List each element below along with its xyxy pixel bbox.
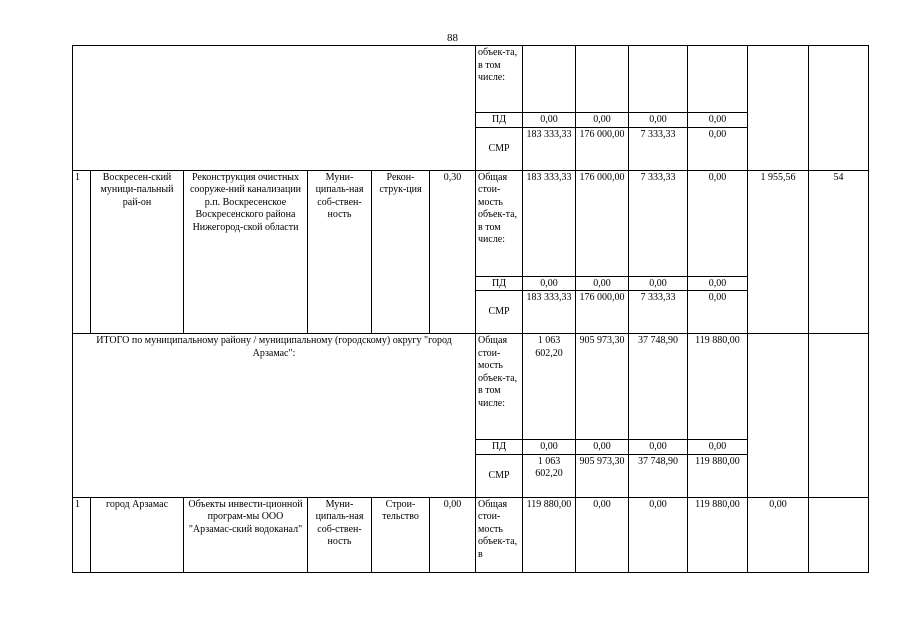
cont-desc-row (73, 46, 869, 113)
object-cell: Реконструкция очистных сооруже-ний канализации р.п. Воскресенское Воскресенского района Нижегород-ской области (184, 170, 308, 334)
arzamas-total-row: 1 город Арзамас Объекты инвести-ционной програм-мы ООО "Арзамас-ский водоканал" Муни-ципаль-ная соб-ствен-ность Строи-тельство 0,00 Общая стои-мость объек-та, в 119 880,00 0,00 0,00 119 880,00 0,00 (73, 497, 869, 572)
itogo-total-row: ИТОГО по муниципальному району / муниципальному (городскому) округу "город Арзамас": Общая стои-мость объек-та, в том числе: 1 063 602,20 905 973,30 37 748,90 119 880,00 (73, 334, 869, 440)
row-number: 1 (73, 497, 91, 572)
ownership-cell: Муни-ципаль-ная соб-ствен-ность (308, 170, 372, 334)
cont-empty-cell (73, 46, 476, 171)
ownership-cell: Муни-ципаль-ная соб-ствен-ность (308, 497, 372, 572)
work-type-cell: Строи-тельство (372, 497, 430, 572)
itogo-pd-row: ПД 0,00 0,00 0,00 0,00 (73, 440, 869, 455)
work-type-cell: Рекон-струк-ция (372, 170, 430, 334)
itogo-smr-row: СМР 1 063 602,20 905 973,30 37 748,90 119 880,00 (73, 454, 869, 497)
itogo-label: ИТОГО по муниципальному району / муниципальному (городскому) округу "город Арзамас": (73, 334, 476, 498)
cont-smr-row: СМР 183 333,33 176 000,00 7 333,33 0,00 (73, 127, 869, 170)
capacity-cell: 0,30 (430, 170, 476, 334)
smr-label: СМР (476, 454, 523, 497)
capacity-cell: 0,00 (430, 497, 476, 572)
district-cell: город Арзамас (91, 497, 184, 572)
pd-label: ПД (476, 440, 523, 455)
investment-table (72, 45, 869, 573)
total-label: Общая стои-мость объек-та, в (476, 497, 523, 572)
cont-desc-cell: объек-та, в том числе: (476, 46, 523, 113)
district-cell: Воскресен-ский муници-пальный рай-он (91, 170, 184, 334)
object-cell: Объекты инвести-ционной програм-мы ООО "Арзамас-ский водоканал" (184, 497, 308, 572)
voskr-pd-row: ПД 0,00 0,00 0,00 0,00 (73, 276, 869, 291)
row-number: 1 (73, 170, 91, 334)
pd-label: ПД (476, 276, 523, 291)
voskr-smr-row: СМР 183 333,33 176 000,00 7 333,33 0,00 (73, 291, 869, 334)
page-number: 88 (447, 32, 458, 44)
smr-label: СМР (476, 291, 523, 334)
total-label: Общая стои-мость объек-та, в том числе: (476, 334, 523, 440)
total-label: Общая стои-мость объек-та, в том числе: (476, 170, 523, 276)
pd-label: ПД (476, 113, 523, 128)
voskr-total-row: 1 Воскресен-ский муници-пальный рай-он Реконструкция очистных сооруже-ний канализации р.п. Воскресенское Воскресенского района Нижегород-ской области Муни-ципаль-ная соб-ствен-ность Рекон-струк-ция 0,30 Общая стои-мость объек-та, в том числе: 183 333,33 176 000,00 7 333,33 0,00 1 955,56 54 (73, 170, 869, 276)
cont-pd-row: ПД 0,00 0,00 0,00 0,00 (73, 113, 869, 128)
smr-label: СМР (476, 127, 523, 170)
